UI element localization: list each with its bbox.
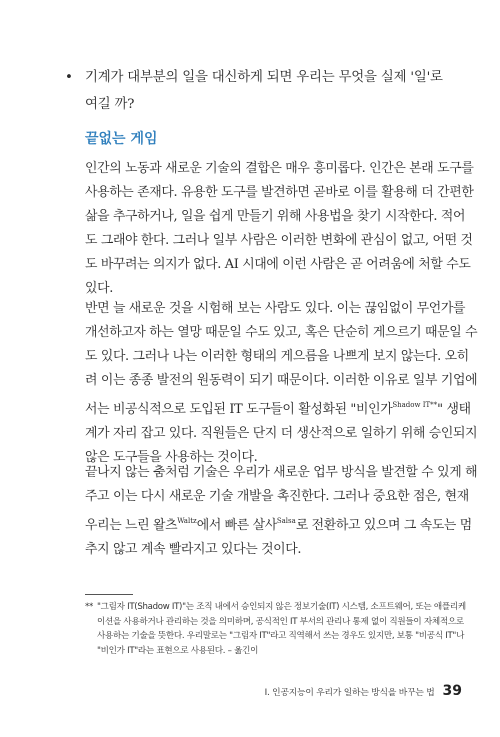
- footnote: [85, 600, 466, 658]
- paragraph-line: 도 바꾸려는 의지가 없다. AI 시대에 이런 사람은 곧 어려움에 처할 수도: [85, 257, 471, 272]
- paragraph-line: 않은 도구들을 사용하는 것이다.: [85, 450, 258, 465]
- paragraph-line: 추지 않고 계속 빨라지고 있다는 것이다.: [85, 542, 302, 557]
- footnote-line: "비인가 IT"라는 표현으로 사용된다. – 옮긴이: [97, 645, 259, 656]
- chapter-title: I. 인공지능이 우리가 일하는 방식을 바꾸는 법: [264, 688, 435, 698]
- line-text: 우리는 느린 왈츠: [85, 518, 178, 533]
- page-number: 39: [442, 683, 462, 699]
- section-heading: 끝없는 게임: [85, 131, 158, 147]
- waltz-gloss: Waltz: [177, 517, 197, 525]
- paragraph-line: 주고 이는 다시 새로운 기술 개발을 촉진한다. 그러나 중요한 점은, 현재: [85, 489, 469, 504]
- paragraph-line: 도 있다. 그러나 나는 이러한 형태의 게으름을 나쁘게 보지 않는다. 오히: [85, 349, 469, 364]
- paragraph-1: [85, 157, 474, 301]
- line-text: 서는 비공식적으로 도입된 IT 도구들이 활성화된 "비인가: [85, 402, 393, 417]
- bullet-question: [65, 64, 445, 118]
- salsa-gloss: Salsa: [276, 517, 296, 525]
- bullet-text: 기계가 대부분의 일을 대신하게 되면 우리는 무엇을 실제 '일'로 여길 까?: [85, 70, 443, 112]
- paragraph-line: 끝나지 않는 춤처럼 기술은 우리가 새로운 업무 방식을 발견할 수 있게 해: [85, 465, 478, 480]
- line-text: 로 전환하고 있으며 그 속도는 멈: [295, 518, 472, 533]
- paragraph-line: 삶을 추구하거나, 일을 쉽게 만들기 위해 사용법을 찾기 시작한다. 적어: [85, 209, 466, 224]
- paragraph-line: 려 이는 종종 발전의 원동력이 되기 때문이다. 이러한 이유로 일부 기업에: [85, 373, 478, 388]
- paragraph-line: 사용하는 존재다. 유용한 도구를 발견하면 곧바로 이를 활용해 더 간편한: [85, 185, 474, 200]
- paragraph-line: 도 그래야 한다. 그러나 일부 사람은 이러한 변화에 관심이 없고, 어떤 것: [85, 233, 473, 248]
- paragraph-line-with-gloss: [85, 509, 472, 538]
- paragraph-line: 반면 늘 새로운 것을 시험해 보는 사람도 있다. 이는 끊임없이 무언가를: [85, 301, 466, 316]
- bullet-dot: •: [65, 70, 73, 85]
- paragraph-line: 계가 자리 잡고 있다. 직원들은 단지 더 생산적으로 일하기 위해 승인되지: [85, 426, 478, 441]
- paragraph-line: 있다.: [85, 281, 113, 296]
- footnote-marker: **: [85, 602, 93, 612]
- line-text: 에서 빠른 살사: [196, 518, 277, 533]
- footnote-line: "그림자 IT(Shadow IT)"는 조직 내에서 승인되지 않은 정보기술(IT) 시스템, 소프트웨어, 또는 애플리케: [97, 602, 466, 612]
- shadow-it-footnote-ref: Shadow IT**: [392, 401, 438, 409]
- paragraph-3: [85, 461, 478, 562]
- footnote-body: [97, 600, 466, 658]
- paragraph-line: 개선하고자 하는 열망 때문일 수도 있고, 혹은 단순히 게으르기 때문일 수: [85, 325, 478, 340]
- paragraph-2: [85, 297, 478, 470]
- paragraph-line-with-footnote: [85, 393, 471, 422]
- footnote-line: 사용하는 기술을 뜻한다. 우리말로는 "그림자 IT"라고 직역해서 쓰는 경우도 있지만, 보통 "비공식 IT"나: [97, 631, 465, 641]
- paragraph-line: 인간의 노동과 새로운 기술의 결합은 매우 흥미롭다. 인간은 본래 도구를: [85, 161, 474, 176]
- running-footer: [265, 683, 462, 699]
- footnote-divider: [85, 594, 133, 595]
- footnote-line: 이션을 사용하거나 관리하는 것을 의미하며, 공식적인 IT 부서의 관리나 통제 없이 직원들이 자체적으로: [97, 616, 464, 627]
- line-text: " 생태: [437, 402, 471, 417]
